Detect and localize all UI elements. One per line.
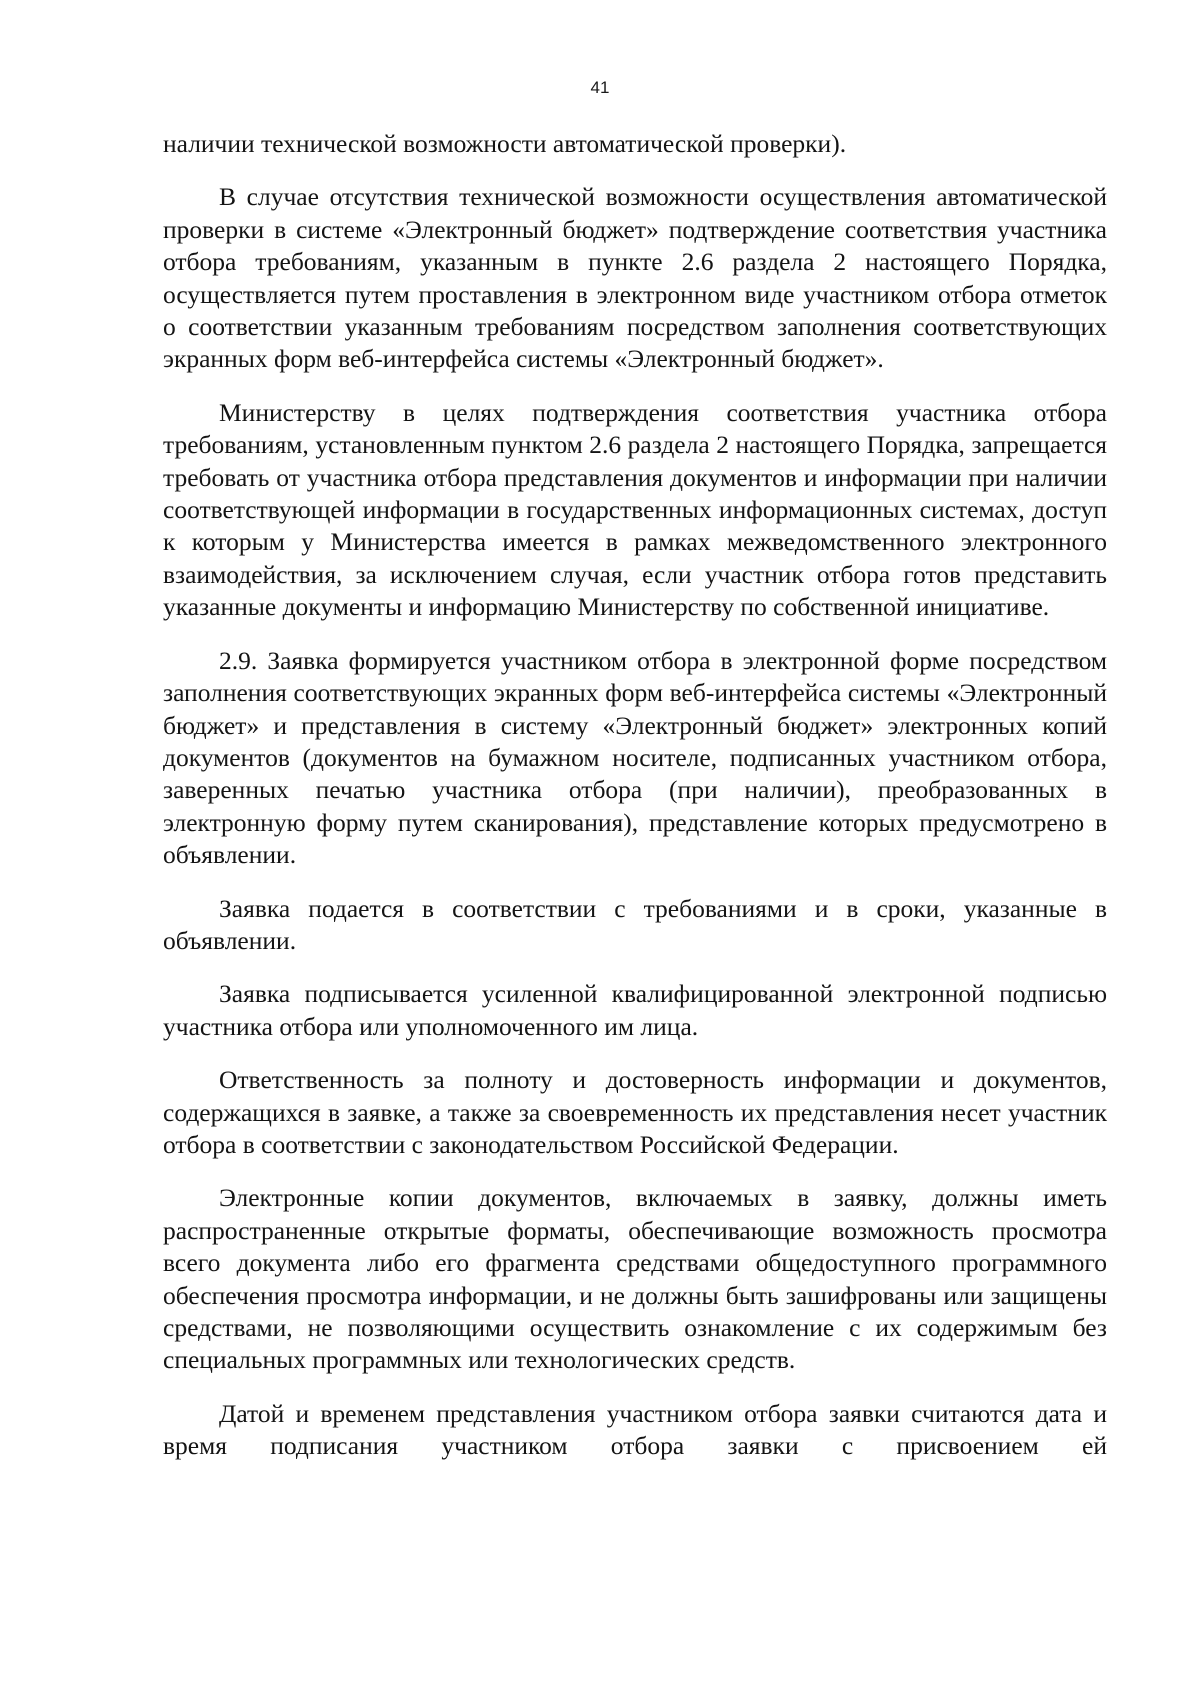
- paragraph-continuation: наличии технической возможности автоматической проверки).: [163, 129, 847, 158]
- page-number: 41: [590, 78, 610, 97]
- paragraph-application-deadline: Заявка подается в соответствии с требованиями и в сроки, указанные в объявлении.: [163, 893, 1107, 955]
- document-body: [163, 128, 1107, 1484]
- paragraph-submission-date: Датой и временем представления участником отбора заявки считаются дата и время подписания участником отбора заявки с присвоением ей: [163, 1398, 1107, 1461]
- paragraph-electronic-copies-formats: Электронные копии документов, включаемых в заявку, должны иметь распространенные открытые форматы, обеспечивающие возможность просмотра всего документа либо его фрагмента средствами общедоступного программного обеспечения просмотра информации, и не должны быть зашифрованы или защищены средствами, не позволяющими осуществить ознакомление с их содержимым без специальных программных или технологических средств.: [163, 1183, 1107, 1375]
- paragraph-automatic-check: В случае отсутствия технической возможности осуществления автоматической проверки в системе «Электронный бюджет» подтверждение соответствия участника отбора требованиям, указанным в пункте 2.6 раздела 2 настоящего Порядка, осуществляется путем проставления в электронном виде участником отбора отметок о соответствии указанным требованиям посредством заполнения соответствующих экранных форм веб-интерфейса системы «Электронный бюджет».: [163, 182, 1107, 374]
- paragraph-application-signature: Заявка подписывается усиленной квалифицированной электронной подписью участника отбора или уполномоченного им лица.: [163, 979, 1107, 1041]
- paragraph-ministry-restriction: Министерству в целях подтверждения соответствия участника отбора требованиям, установленным пунктом 2.6 раздела 2 настоящего Порядка, запрещается требовать от участника отбора представления документов и информации при наличии соответствующей информации в государственных информационных системах, доступ к которым у Министерства имеется в рамках межведомственного электронного взаимодействия, за исключением случая, если участник отбора готов представить указанные документы и информацию Министерству по собственной инициативе.: [163, 397, 1107, 622]
- paragraph-responsibility: Ответственность за полноту и достоверность информации и документов, содержащихся в заявке, а также за своевременность их представления несет участник отбора в соответствии с законодательством Российской Федерации.: [163, 1065, 1107, 1159]
- paragraph-2-9-application-formation: 2.9. Заявка формируется участником отбора в электронной форме посредством заполнения соответствующих экранных форм веб-интерфейса системы «Электронный бюджет» и представления в систему «Электронный бюджет» электронных копий документов (документов на бумажном носителе, подписанных участником отбора, заверенных печатью участника отбора (при наличии), преобразованных в электронную форму путем сканирования), представление которых предусмотрено в объявлении.: [163, 645, 1107, 870]
